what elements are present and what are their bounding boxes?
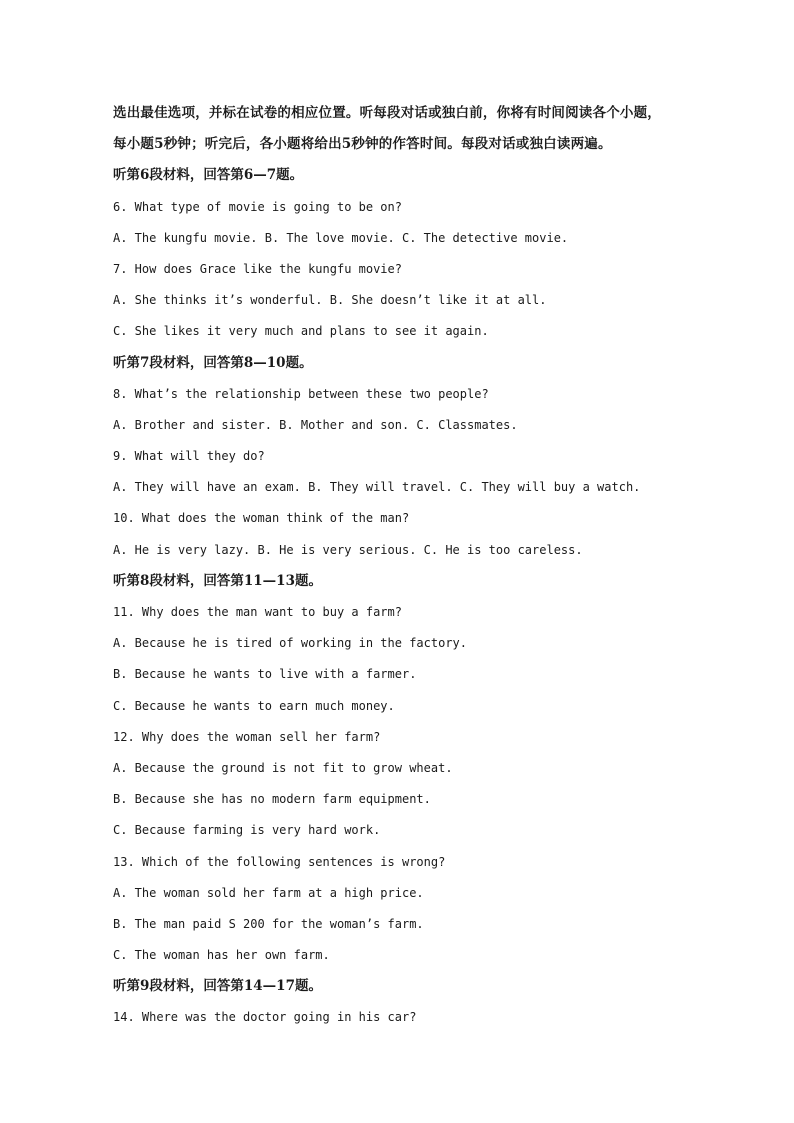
question-12: 12. Why does the woman sell her farm? bbox=[113, 729, 381, 744]
option-12-c: C. Because farming is very hard work. bbox=[113, 823, 381, 838]
option-11-b: B. Because he wants to live with a farmer. bbox=[113, 667, 417, 682]
section-heading-6: 听第6段材料，回答第6—7题。 bbox=[113, 167, 304, 184]
option-7-c: C. She likes it very much and plans to see it again. bbox=[113, 324, 489, 339]
question-6: 6. What type of movie is going to be on? bbox=[113, 199, 402, 214]
option-13-a: A. The woman sold her farm at a high price. bbox=[113, 885, 424, 900]
option-12-a: A. Because the ground is not fit to grow wheat. bbox=[113, 760, 453, 775]
option-12-b: B. Because she has no modern farm equipment. bbox=[113, 792, 431, 807]
option-13-b: B. The man paid S 200 for the woman’s farm. bbox=[113, 916, 424, 931]
section-heading-7: 听第7段材料，回答第8—10题。 bbox=[113, 354, 313, 371]
options-6: A. The kungfu movie. B. The love movie. C. The detective movie. bbox=[113, 230, 569, 245]
question-10: 10. What does the woman think of the man? bbox=[113, 511, 410, 526]
question-14: 14. Where was the doctor going in his car? bbox=[113, 1010, 417, 1025]
option-11-c: C. Because he wants to earn much money. bbox=[113, 698, 395, 713]
options-9: A. They will have an exam. B. They will travel. C. They will buy a watch. bbox=[113, 480, 641, 495]
option-11-a: A. Because he is tired of working in the factory. bbox=[113, 636, 468, 651]
options-8: A. Brother and sister. B. Mother and son. C. Classmates. bbox=[113, 417, 518, 432]
question-13: 13. Which of the following sentences is wrong? bbox=[113, 854, 446, 869]
question-11: 11. Why does the man want to buy a farm? bbox=[113, 605, 402, 619]
section-heading-9: 听第9段材料，回答第14—17题。 bbox=[113, 978, 322, 995]
instruction-line-2: 每小题5秒钟；听完后，各小题将给出5秒钟的作答时间。每段对话或独白读两遍。 bbox=[113, 136, 612, 153]
question-7: 7. How does Grace like the kungfu movie? bbox=[113, 261, 402, 276]
document-content bbox=[113, 98, 713, 1034]
instruction-line-1: 选出最佳选项，并标在试卷的相应位置。听每段对话或独白前，你将有时间阅读各个小题， bbox=[113, 105, 661, 121]
option-13-c: C. The woman has her own farm. bbox=[113, 948, 330, 963]
options-7-ab: A. She thinks it’s wonderful. B. She doesn’t like it at all. bbox=[113, 293, 547, 308]
question-9: 9. What will they do? bbox=[113, 449, 265, 464]
question-8: 8. What’s the relationship between these two people? bbox=[113, 386, 489, 401]
options-10: A. He is very lazy. B. He is very serious. C. He is too careless. bbox=[113, 542, 583, 557]
section-heading-8: 听第8段材料，回答第11—13题。 bbox=[113, 572, 322, 589]
